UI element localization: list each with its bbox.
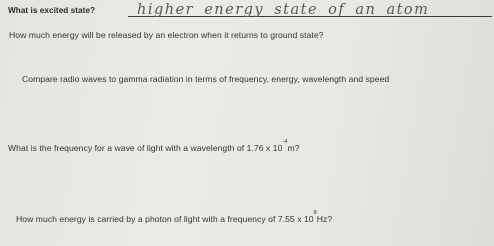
question-text: How much energy is carried by a photon of light with a frequency of 7.55 x 10 (16, 214, 314, 224)
question-text: Compare radio waves to gamma radiation in terms of frequency, energy, wavelength and speed (22, 74, 390, 84)
handwritten-answer: higher energy state of an atom (137, 2, 430, 18)
question-text: What is the frequency for a wave of light with a wavelength of 1.76 x 10 (8, 143, 283, 153)
question-text: What is excited state? (8, 6, 96, 15)
exponent: -4 (282, 139, 288, 145)
question-text: How much energy will be released by an electron when it returns to ground state? (9, 30, 324, 40)
question-unit: m? (287, 143, 300, 153)
question-energy-released (9, 30, 324, 40)
question-photon-energy (16, 210, 333, 224)
question-frequency (8, 139, 300, 153)
question-unit: Hz? (316, 214, 333, 224)
exponent: 8 (313, 210, 317, 216)
question-compare-waves (22, 74, 389, 84)
question-excited-state (8, 6, 95, 16)
